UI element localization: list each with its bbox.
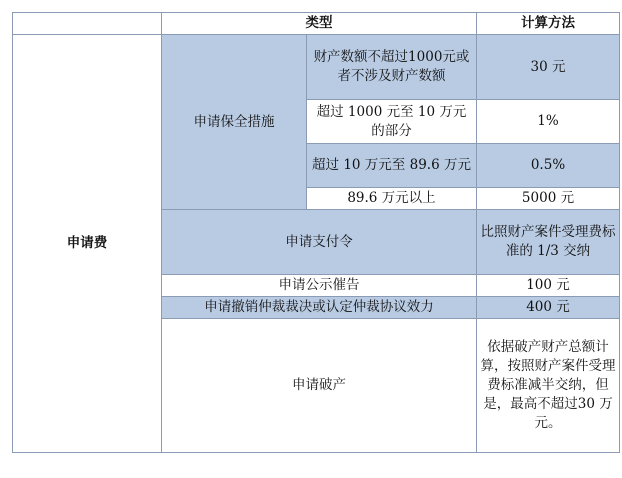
preservation-range: 超过 1000 元至 10 万元的部分 <box>307 100 477 144</box>
category-label: 申请费 <box>13 35 162 453</box>
payment-order-label: 申请支付令 <box>162 210 477 275</box>
bankruptcy-fee: 依据破产财产总额计算，按照财产案件受理费标准减半交纳，但是，最高不超过30 万元。 <box>477 319 620 453</box>
arbitration-label: 申请撤销仲裁裁决或认定仲裁协议效力 <box>162 297 477 319</box>
preservation-fee: 1% <box>477 100 620 144</box>
preservation-fee: 5000 元 <box>477 188 620 210</box>
header-type: 类型 <box>162 13 477 35</box>
preservation-fee: 0.5% <box>477 144 620 188</box>
fee-table <box>12 12 620 453</box>
bankruptcy-label: 申请破产 <box>162 319 477 453</box>
header-method: 计算方法 <box>477 13 620 35</box>
header-row <box>13 13 620 35</box>
header-blank-cell <box>13 13 162 35</box>
table-row <box>13 35 620 100</box>
payment-order-fee: 比照财产案件受理费标准的 1/3 交纳 <box>477 210 620 275</box>
public-notice-label: 申请公示催告 <box>162 275 477 297</box>
arbitration-fee: 400 元 <box>477 297 620 319</box>
preservation-range: 财产数额不超过1000元或者不涉及财产数额 <box>307 35 477 100</box>
preservation-label: 申请保全措施 <box>162 35 307 210</box>
preservation-range: 89.6 万元以上 <box>307 188 477 210</box>
preservation-fee: 30 元 <box>477 35 620 100</box>
public-notice-fee: 100 元 <box>477 275 620 297</box>
preservation-range: 超过 10 万元至 89.6 万元 <box>307 144 477 188</box>
